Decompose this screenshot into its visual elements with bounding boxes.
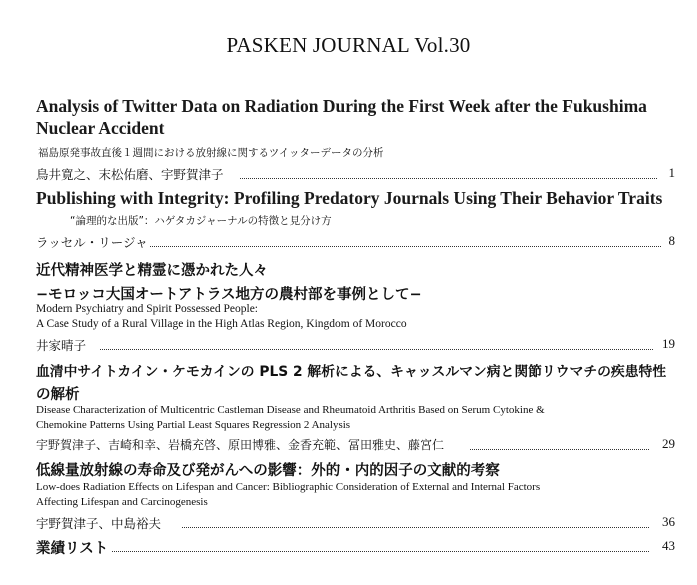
entry-2-subtitle: “論理的な出版”：ハゲタカジャーナルの特徴と見分け方 — [70, 215, 332, 227]
entry-2-authors: ラッセル・リージャ — [36, 235, 148, 250]
entry-4-authors: 宇野賀津子、吉崎和幸、岩橋充啓、原田博雅、金香充範、冨田雅史、藤宮仁 — [36, 438, 445, 452]
entry-3-title-line1[interactable]: 近代精神医学と精霊に憑かれた人々 — [36, 263, 268, 279]
entry-3-leader — [100, 349, 653, 350]
entry-6-title[interactable]: 業績リスト — [36, 541, 109, 557]
entry-5-leader — [182, 527, 649, 528]
entry-1-authors: 鳥井寛之、末松佑磨、宇野賀津子 — [36, 167, 224, 182]
entry-1-subtitle: 福島原発事故直後１週間における放射線に関するツイッターデータの分析 — [38, 147, 384, 159]
entry-2-leader — [150, 246, 661, 247]
entry-4-subtitle-line1: Disease Characterization of Multicentric Castleman Disease and Rheumatoid Arthritis Based on Serum Cytokine & — [36, 404, 545, 416]
entry-2-title[interactable]: Publishing with Integrity: Profiling Predatory Journals Using Their Behavior Traits — [36, 188, 663, 208]
entry-4-title-line1[interactable]: 血清中サイトカイン・ケモカインの PLS 2 解析による、キャッスルマン病と関節リウマチの疾患特性 — [36, 364, 667, 380]
entry-4-title-line2[interactable]: の解析 — [36, 387, 80, 403]
entry-3-page: 19 — [662, 336, 675, 351]
entry-3-subtitle-line1: Modern Psychiatry and Spirit Possessed People: — [36, 303, 258, 315]
entry-6-page: 43 — [662, 538, 675, 553]
entry-1-title-line2[interactable]: Nuclear Accident — [36, 118, 165, 138]
entry-4-leader — [470, 449, 649, 450]
entry-5-title[interactable]: 低線量放射線の寿命及び発がんへの影響：外的・内的因子の文献的考察 — [36, 463, 500, 479]
entry-3-authors: 井家晴子 — [36, 338, 87, 353]
entry-5-page: 36 — [662, 514, 675, 529]
entry-3-subtitle-line2: A Case Study of a Rural Village in the High Atlas Region, Kingdom of Morocco — [36, 318, 407, 330]
journal-title: PASKEN JOURNAL Vol.30 — [226, 33, 471, 57]
entry-5-subtitle-line2: Affecting Lifespan and Carcinogenesis — [36, 496, 208, 508]
entry-3-title-line2[interactable]: −モロッコ大国オートアトラス地方の農村部を事例として− — [36, 287, 422, 303]
entry-2-page: 8 — [668, 233, 675, 248]
entry-6-leader — [112, 551, 649, 552]
entry-1-page: 1 — [668, 165, 675, 180]
entry-5-subtitle-line1: Low-does Radiation Effects on Lifespan and Cancer: Bibliographic Consideration of External and Internal Factors — [36, 481, 541, 493]
entry-1-leader — [240, 178, 657, 179]
entry-5-authors: 宇野賀津子、中島裕夫 — [36, 516, 162, 531]
entry-4-page: 29 — [662, 436, 675, 451]
entry-4-subtitle-line2: Chemokine Patterns Using Partial Least Squares Regression 2 Analysis — [36, 419, 351, 431]
entry-1-title-line1[interactable]: Analysis of Twitter Data on Radiation During the First Week after the Fukushima — [36, 96, 647, 116]
